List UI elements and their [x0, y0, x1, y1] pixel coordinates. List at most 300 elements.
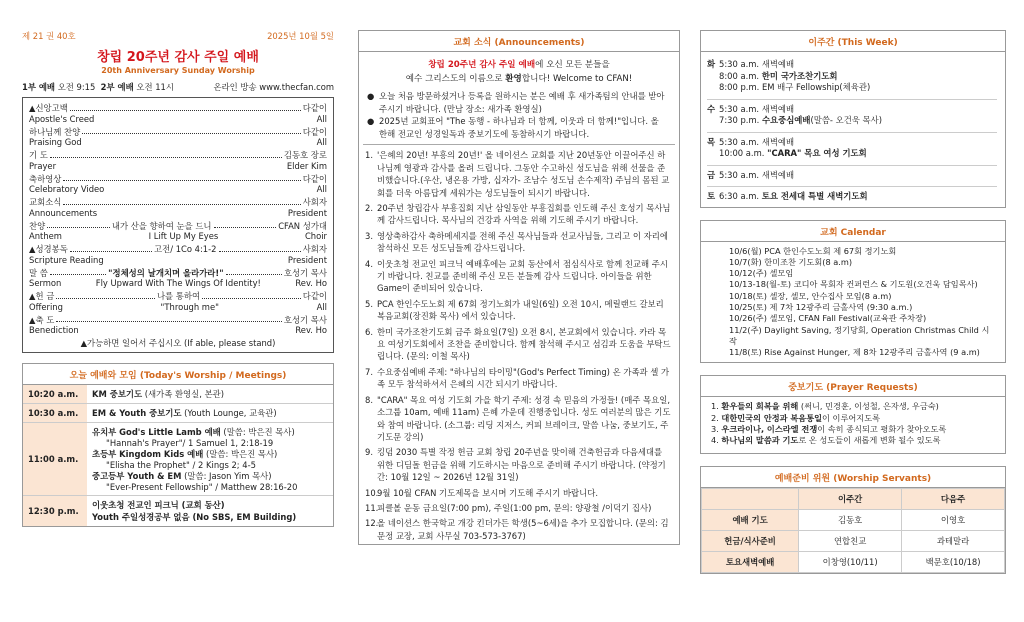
schedule-line-bold: Youth 주일성경공부 없음 (No SBS, EM Building) [92, 512, 297, 522]
online-broadcast: 온라인 방송 www.thecfan.com [213, 82, 334, 92]
servants-col-next: 다음주 [902, 488, 1005, 509]
day-divider [707, 165, 997, 166]
today-panel [22, 384, 334, 527]
week-day [707, 137, 997, 160]
prayer-bold: 우크라이나, 이스라엘 전쟁 [721, 424, 818, 435]
announcement-number: 8. [365, 394, 373, 405]
announcements-heading: 교회 소식 (Announcements) [358, 30, 680, 51]
schedule-time: 12:30 p.m. [23, 496, 87, 527]
order-detail-en: I Lift Up My Eyes [148, 231, 219, 241]
welcome-message [359, 52, 679, 90]
servants-row [702, 551, 1005, 572]
announcement-text: "CARA" 목요 여성 기도회 가을 학기 주제: 성경 속 믿음의 가정들! (매주 목요일, 소그룹 10am, 예배 11am) 은혜 가운데 진행중입니다. 성도 여러분의 많은 기도와 참여 바랍니다. (소그룹: 리딩 지저스, 커피 브레이크, 말씀 나눔, 중보기도, 주기도문 강의) [377, 394, 671, 442]
announcement-item [365, 326, 671, 363]
order-title-en: Scripture Reading [29, 254, 104, 265]
order-leader: 다같이 [302, 126, 327, 137]
order-detail: "정체성의 날개치며 올라가라!" [108, 267, 224, 278]
prayer-heading: 중보기도 (Prayer Requests) [700, 375, 1006, 396]
dot-leader [70, 110, 301, 111]
order-leader-en: All [316, 184, 327, 194]
event-title: 수요중심예배 [761, 115, 811, 125]
order-item [29, 268, 327, 289]
prayer-item [711, 401, 997, 412]
order-leader-en: All [316, 113, 327, 124]
schedule-time: 11:00 a.m. [23, 423, 87, 496]
event-text: (말씀- 오건욱 목사) [810, 115, 882, 125]
order-detail-en [56, 161, 287, 171]
schedule-line-text: (말씀: 박은진 목사) [220, 427, 295, 437]
event-text: EM 배구 Fellowship(체육관) [761, 82, 871, 92]
order-line [29, 150, 327, 161]
order-title-ko: 교회소식 [29, 197, 62, 207]
order-item [29, 150, 327, 171]
dot-leader [56, 298, 155, 299]
service-1-label: 1부 예배 [22, 82, 56, 92]
schedule-row [23, 385, 333, 404]
event-time: 8:00 a.m. [719, 70, 762, 81]
bullet-text: 오늘 처음 방문하셨거나 등록을 원하시는 분은 예배 후 새가족팀의 안내를 받아주시기 바랍니다. (만남 장소: 새가족 환영실) [379, 91, 665, 114]
servant-next-week: 이영호 [902, 509, 1005, 530]
announcement-text: 영상축하감사 축하메세지를 전해 주신 목사님들과 선교사님들, 그리고 이 자리에 참석하신 모든 성도님들께 감사드립니다. [377, 230, 668, 254]
day-divider [707, 99, 997, 100]
dot-leader [47, 227, 110, 228]
schedule-time: 10:30 a.m. [23, 404, 87, 423]
event-time: 5:30 a.m. [719, 136, 762, 147]
schedule-line-text: "Ever-Present Fellowship" / Matthew 28:16-20 [106, 482, 298, 492]
announcement-item [365, 446, 671, 483]
schedule-line [92, 388, 328, 400]
event-time: 5:30 a.m. [719, 169, 762, 180]
prayer-text: (써니, 민경훈, 이성철, 은자생, 우금숙) [798, 401, 939, 412]
servants-row [702, 509, 1005, 530]
announcement-item [365, 517, 671, 542]
service-1-time: 오전 9:15 [57, 82, 96, 92]
schedule-line-bold: 이웃초청 전교인 피크닉 (교회 동산) [92, 500, 225, 510]
schedule-detail [87, 423, 333, 496]
order-line [29, 103, 327, 114]
announcement-item [365, 149, 671, 199]
announcement-number: 1. [365, 150, 373, 161]
schedule-line [92, 448, 328, 460]
day-label: 목 [707, 136, 716, 147]
day-event [719, 191, 868, 203]
announcement-item [365, 502, 671, 514]
order-title-en: Apostle's Creed [29, 113, 95, 124]
week-heading: 이주간 (This Week) [700, 30, 1006, 51]
event-text: 새벽예배 [761, 136, 795, 147]
week-day [707, 191, 997, 203]
schedule-line [92, 407, 328, 419]
order-leader-en: Rev. Ho [295, 278, 327, 288]
schedule-line [92, 499, 328, 511]
event-time: 5:30 a.m. [719, 59, 762, 69]
bullet-dot: ● [367, 116, 375, 127]
servant-role: 예배 기도 [702, 509, 799, 530]
order-leader: 사회자 [302, 244, 327, 254]
order-title-en: Sermon [29, 278, 62, 288]
order-line-en [29, 161, 327, 171]
event-title: "CARA" 목요 여성 기도회 [767, 148, 867, 158]
servants-panel [700, 487, 1006, 574]
day-events [719, 170, 794, 182]
dot-leader [50, 274, 106, 275]
dot-leader [226, 274, 282, 275]
prayer-item [711, 424, 997, 435]
servant-role: 토요새벽예배 [702, 551, 799, 572]
order-detail: 고전/ 1Co 4:1-2 [154, 244, 217, 254]
column-order-of-worship [22, 0, 334, 527]
order-title-en: Benediction [29, 325, 79, 335]
order-title-ko: 축하영상 [29, 173, 62, 184]
day-label: 화 [707, 59, 716, 69]
servants-heading: 예배준비 위원 (Worship Servants) [700, 466, 1006, 487]
order-title-ko: 찬양 [29, 220, 46, 231]
prayer-bold: 환우들의 회복을 위해 [721, 401, 799, 412]
calendar-item: 11/2(주) Daylight Saving, 정기당회, Operation Christmas Child 시작 [729, 324, 990, 346]
announcements-panel [358, 51, 680, 545]
servant-role: 헌금/식사준비 [702, 530, 799, 551]
day-label: 토 [707, 191, 716, 201]
order-leader: 사회자 [302, 197, 327, 207]
bulletin-subtitle: 20th Anniversary Sunday Worship [101, 66, 255, 75]
order-item [29, 197, 327, 218]
announcement-item [365, 366, 671, 391]
dot-leader [63, 204, 300, 205]
schedule-line-text: "Hannah's Prayer"/ 1 Samuel 1, 2:18-19 [106, 438, 274, 448]
order-title-en: Celebratory Video [29, 184, 105, 194]
order-leader-en: All [316, 301, 327, 312]
announcement-text: 킹덤 2030 특별 작정 헌금 교회 창립 20주년을 맞이해 건축헌금과 다음세대를 위한 디딤돌 헌금을 위해 기도하시는 마음으로 준비해 주시기 바랍니다. (약정기간: 10월 12일 ~ 2026년 12월 31일) [377, 447, 666, 483]
order-detail-en [79, 325, 296, 335]
event-time: 7:30 p.m. [719, 115, 762, 125]
day-event [719, 82, 870, 94]
order-leader: 호성기 목사 [283, 314, 327, 325]
announcement-number: 7. [365, 366, 373, 377]
day-event [719, 115, 882, 127]
service-2-label: 2부 예배 [100, 82, 134, 92]
order-line-en [29, 278, 327, 288]
order-line [29, 268, 327, 279]
announcement-text: '은혜의 20년! 부흥의 20년!' 올 네이션스 교회를 지난 20년동안 이끌어주신 하나님께 영광과 감사를 올려 드립니다. 그동안 수고하신 성도님을 위해 선물을 준비했습니다.(우산, 냉온용 가방, 십자가- 조남수 성도님 손수제작) 주님의 몸된 교회를 더욱 아름답게 세워가는 성도님들이 되시기 바랍니다. [377, 150, 670, 198]
event-text: 새벽예배 [761, 169, 795, 180]
order-line [29, 174, 327, 185]
schedule-line [92, 470, 328, 482]
order-line-en [29, 302, 327, 312]
welcome-text-2: 예수 그리스도의 이름으로 [405, 74, 506, 84]
servants-table [701, 488, 1005, 573]
schedule-detail [87, 404, 333, 423]
column-this-week [700, 0, 1006, 574]
order-leader: 다같이 [302, 291, 328, 301]
order-detail: 내가 산을 향하여 눈을 드니 [111, 220, 212, 231]
order-title-en: Praising God [29, 137, 82, 147]
order-item [29, 174, 327, 195]
prayer-bold: 하나님의 말씀과 기도 [721, 435, 799, 446]
welcome-text-1: 에 오신 모든 분들을 [535, 60, 610, 70]
welcome-text-3: 합니다! Welcome to CFAN! [521, 74, 633, 84]
order-title-en: Prayer [29, 160, 57, 171]
announcement-item [365, 202, 671, 227]
welcome-highlight: 창립 20주년 감사 주일 예배 [428, 60, 536, 70]
announcement-number: 12. [365, 518, 379, 529]
calendar-item: 10/12(주) 셀모임 [729, 268, 794, 279]
dot-leader [219, 251, 301, 252]
order-line-en [29, 208, 327, 218]
calendar-item: 10/26(주) 셀모임, CFAN Fall Festival(교육관 주차장) [729, 313, 927, 324]
schedule-row [23, 404, 333, 423]
event-time: 8:00 p.m. [719, 82, 762, 92]
announcement-text: 이웃초청 전교인 피크닉 예배후에는 교회 동산에서 점심식사로 함께 친교해 주시기 바랍니다. 친교를 준비해 주신 모든 분들께 감사 드립니다. 아이들을 위한 Game이 준비되어 있습니다. [377, 258, 668, 294]
calendar-item: 10/6(월) PCA 한인수도노회 제 67회 정기노회 [729, 245, 897, 256]
bullet-text: 2025년 교회표어 "The 동행 - 하나님과 더 함께, 이웃과 더 함께!"입니다. 올 한해 전교인 성경일독과 중보기도에 동참하시기 바랍니다. [379, 116, 659, 139]
servants-col-this: 이주간 [799, 488, 902, 509]
today-heading: 오늘 예배와 모임 (Today's Worship / Meetings) [22, 363, 334, 384]
schedule-row [23, 423, 333, 496]
order-title-ko: ▲헌 금 [29, 291, 55, 301]
servant-next-week: 과테말라 [902, 530, 1005, 551]
order-title-ko: 하나님께 찬양 [29, 126, 81, 137]
event-text: 새벽예배 [761, 59, 795, 69]
day-event [719, 170, 794, 182]
schedule-line [92, 438, 328, 448]
servants-corner [702, 488, 799, 509]
order-leader-en: Choir [304, 231, 327, 241]
order-item [29, 103, 327, 124]
order-line [29, 244, 327, 255]
servant-next-week: 백문호(10/18) [902, 551, 1005, 572]
announcement-text: 수요중심예배 주제: "하나님의 타이밍"(God's Perfect Timing) 온 가족과 셀 가족 모두 참석하셔서 은혜의 시간 되시기 바랍니다. [377, 366, 670, 390]
order-detail-en [104, 255, 288, 265]
dot-leader [63, 180, 300, 181]
service-2-time: 오전 11시 [136, 82, 174, 92]
stand-note: ▲가능하면 일어서 주십시오 (If able, please stand) [80, 338, 276, 348]
announcement-text: 올 네이션스 한국학교 개강 킨더가든 학생(5~6세)을 추가 모집합니다. (문의: 김문정 교장, 교회 사무실 703-573-3767) [377, 518, 669, 541]
day-event [719, 59, 870, 71]
dot-leader [50, 157, 282, 158]
event-time: 6:30 a.m. [719, 191, 762, 201]
bullet-dot: ● [367, 91, 375, 101]
order-title-ko: ▲신앙고백 [29, 103, 68, 113]
dot-leader [70, 251, 152, 252]
announcement-number: 10. [365, 487, 379, 498]
order-leader-en: President [287, 254, 327, 265]
order-line [29, 291, 327, 302]
prayer-panel [700, 396, 1006, 453]
announcement-item [365, 258, 671, 295]
announcement-number: 2. [365, 203, 373, 213]
event-title: 한미 국가조찬기도회 [761, 70, 838, 81]
day-event [719, 137, 867, 149]
bulletin-header [22, 30, 334, 42]
order-title-ko: ▲축 도 [29, 314, 55, 325]
today-schedule [23, 385, 333, 526]
order-title-ko: ▲성경봉독 [29, 244, 68, 254]
calendar-item: 10/25(토) 제 7차 12광주리 금홀사역 (9:30 a.m.) [729, 301, 913, 312]
day-divider [707, 186, 997, 187]
schedule-line [92, 511, 328, 523]
schedule-line-text: (Youth Lounge, 교육관) [181, 408, 277, 418]
schedule-detail [87, 385, 333, 404]
announcement-text: 9월 10월 CFAN 기도제목을 보시며 기도해 주시기 바랍니다. [377, 487, 598, 498]
calendar-panel [700, 241, 1006, 364]
order-leader: 호성기 목사 [283, 267, 327, 278]
day-events [719, 104, 882, 127]
date-label: 2025년 10월 5일 [267, 31, 334, 41]
prayer-text: 이 속히 종식되고 평화가 찾아오도록 [817, 424, 947, 435]
column-announcements [358, 0, 680, 545]
schedule-line [92, 426, 328, 438]
prayer-text: 로 온 성도들이 새롭게 변화 될수 있도록 [798, 435, 941, 446]
order-line [29, 315, 327, 326]
calendar-heading: 교회 Calendar [700, 220, 1006, 241]
day-events [719, 59, 870, 94]
announcement-number: 11. [365, 502, 379, 513]
order-leader-en: All [316, 137, 327, 147]
schedule-line-text: (새가족 환영실, 본관) [142, 389, 225, 399]
day-events [719, 137, 867, 160]
servant-this-week: 이창영(10/11) [799, 551, 902, 572]
servants-header-row [702, 488, 1005, 509]
announcement-number: 4. [365, 258, 373, 269]
welcome-bold: 환영 [505, 74, 522, 84]
order-item [29, 315, 327, 336]
order-detail-en: "Through me" [160, 301, 219, 312]
bullet-item [367, 115, 669, 140]
order-leader: 다같이 [302, 173, 327, 184]
order-line [29, 127, 327, 138]
order-line-en [29, 184, 327, 194]
order-leader: 김동호 장로 [283, 150, 327, 160]
announcement-text: PCA 한인수도노회 제 67회 정기노회가 내일(6일) 오전 10시, 메릴랜드 갈보리 복음교회(장진화 목사) 에서 있습니다. [377, 298, 664, 322]
event-time: 5:30 a.m. [719, 103, 762, 114]
day-label: 금 [707, 169, 716, 180]
prayer-number: 3. [711, 424, 722, 435]
order-line-en [29, 114, 327, 124]
order-item [29, 244, 327, 265]
event-time: 10:00 a.m. [719, 148, 768, 158]
schedule-time: 10:20 a.m. [23, 385, 87, 404]
day-event [719, 71, 870, 83]
schedule-line [92, 482, 328, 492]
day-divider [707, 132, 997, 133]
calendar-item: 10/18(토) 셀장, 셀모, 안수집사 모임(8 a.m) [729, 290, 892, 301]
schedule-line-text: (말씀: Jason Yim 목사) [181, 471, 272, 481]
calendar-item: 10/13-18(월-토) 코디아 목회자 컨퍼런스 & 기도원(오건욱 담임목사) [729, 279, 978, 290]
week-day [707, 59, 997, 94]
announcement-number: 6. [365, 326, 373, 337]
calendar-item: 11/8(토) Rise Against Hunger, 제 8차 12광주리 금홀사역 (9 a.m) [729, 347, 980, 358]
order-item [29, 291, 327, 312]
prayer-number: 1. [711, 401, 722, 412]
announcement-number: 3. [365, 230, 373, 241]
day-label: 수 [707, 103, 716, 114]
calendar-item: 10/7(화) 한미조찬 기도회(8 a.m) [729, 256, 853, 267]
announcement-number: 9. [365, 447, 373, 458]
schedule-line-bold: 중고등부 Youth & EM [92, 471, 182, 481]
prayer-text: 이 이루어지도록 [822, 412, 881, 423]
dot-leader [56, 321, 282, 322]
dot-leader [202, 298, 301, 299]
order-detail-en [82, 137, 317, 147]
order-line-en [29, 255, 327, 265]
servant-this-week: 연합친교 [799, 530, 902, 551]
event-title: 토요 전세대 특별 새벽기도회 [761, 191, 868, 201]
order-detail-en [104, 184, 316, 194]
announcement-number: 5. [365, 298, 373, 309]
order-title-ko: 말 씀 [29, 267, 48, 278]
divider [363, 144, 675, 145]
prayer-item [711, 413, 997, 424]
announcement-text: 피클볼 운동 금요일(7:00 pm), 주일(1:00 pm, 문의: 양광철 /이덕기 집사) [377, 502, 652, 513]
event-text: 새벽예배 [761, 103, 795, 114]
order-leader: CFAN 성가대 [278, 220, 328, 231]
week-panel [700, 51, 1006, 208]
announcement-item [365, 298, 671, 323]
schedule-line-bold: 유치부 God's Little Lamb 예배 [92, 427, 221, 437]
order-title-en: Offering [29, 301, 63, 312]
prayer-number: 4. [711, 435, 722, 446]
week-day [707, 104, 997, 127]
bullet-item [367, 90, 669, 115]
order-line [29, 221, 327, 232]
servant-this-week: 김동호 [799, 509, 902, 530]
order-item [29, 221, 327, 242]
order-of-worship [22, 97, 334, 353]
schedule-line-bold: EM & Youth 중보기도 [92, 408, 182, 418]
dot-leader [214, 227, 277, 228]
order-detail-en: Fly Upward With The Wings Of Identity! [95, 278, 261, 288]
order-detail-en [97, 208, 288, 218]
schedule-line-text: (말씀: 박은진 목사) [203, 449, 278, 459]
order-detail: 나를 통하여 [156, 291, 201, 301]
order-detail-en [94, 114, 316, 124]
announcement-text: 20주년 창립감사 부흥집회 지난 삼일동안 부흥집회를 인도해 주신 호성기 목사님께 감사드립니다. 목사님의 건강과 사역을 위해 기도해 주시기 바랍니다. [377, 203, 671, 226]
prayer-number: 2. [711, 412, 722, 423]
week-day [707, 170, 997, 182]
schedule-line-text: "Elisha the Prophet" / 2 Kings 2; 4-5 [106, 460, 256, 470]
announcement-item [365, 487, 671, 499]
service-times [22, 81, 334, 93]
order-line-en [29, 231, 327, 241]
order-line [29, 197, 327, 208]
prayer-item [711, 435, 997, 446]
servants-row [702, 530, 1005, 551]
day-event [719, 104, 882, 116]
dot-leader [82, 133, 301, 134]
bulletin-title: 창립 20주년 감사 주일 예배 [97, 50, 259, 65]
schedule-row [23, 496, 333, 527]
order-title-en: Anthem [29, 231, 62, 241]
day-event [719, 148, 867, 160]
volume-label: 제 21 권 40호 [22, 31, 76, 41]
order-line-en [29, 325, 327, 335]
schedule-line-bold: KM 중보기도 [92, 389, 143, 399]
order-line-en [29, 137, 327, 147]
announcement-item [365, 394, 671, 444]
order-leader-en: Rev. Ho [295, 325, 327, 335]
schedule-detail [87, 496, 333, 527]
schedule-line-bold: 초등부 Kingdom Kids 예배 [92, 449, 204, 459]
order-leader-en: President [287, 207, 327, 218]
order-title-ko: 기 도 [29, 150, 48, 160]
order-leader-en: Elder Kim [286, 160, 327, 171]
order-title-en: Announcements [29, 207, 98, 218]
day-events [719, 191, 868, 203]
order-item [29, 127, 327, 148]
announcement-item [365, 230, 671, 255]
prayer-bold: 대한민국의 안정과 복음통일 [721, 412, 823, 423]
announcement-text: 한미 국가조찬기도회 금주 화요일(7일) 오전 8시, 본교회에서 있습니다. 카라 목요 여성기도회에서 조찬을 준비합니다. 함께 참석해 주시고 섬김과 도움을 부탁드립니다. (문의: 이철 목사) [377, 326, 671, 362]
